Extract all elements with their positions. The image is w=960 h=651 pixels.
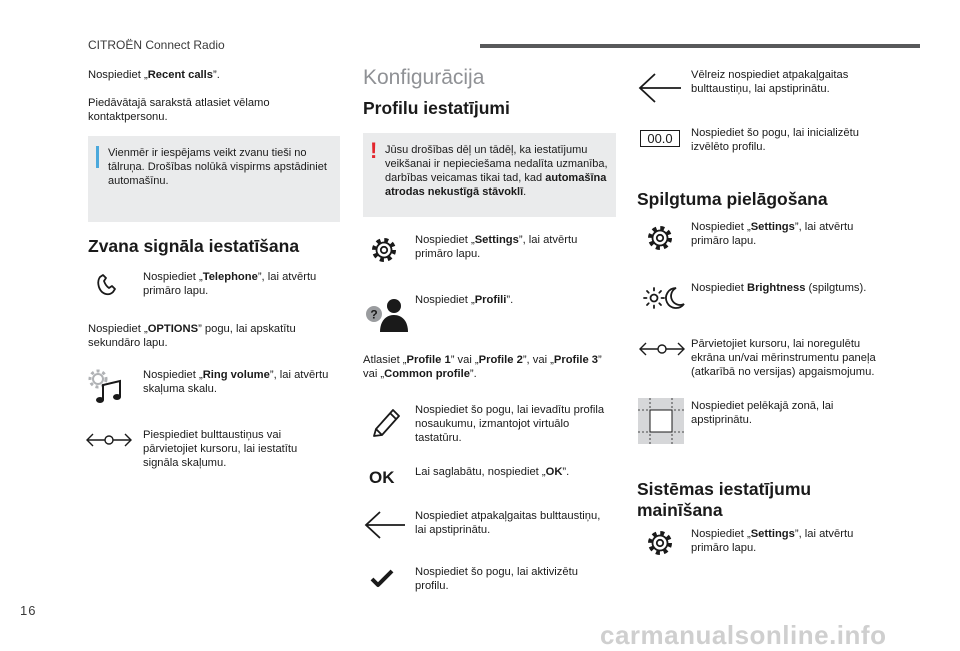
- info-note-text: Vienmēr ir iespējams veikt zvanu tieši no tālruņa. Drošības nolūkā vispirms apstādiniet automašīnu.: [108, 147, 327, 187]
- profiles-instruction: Nospiediet „Profili”.: [415, 294, 514, 306]
- save-instruction: Lai saglabātu, nospiediet „OK”.: [415, 466, 570, 478]
- profiles-heading: Profilu iestatījumi: [363, 98, 510, 118]
- gear-icon: [368, 234, 400, 266]
- gear-icon: [644, 222, 676, 254]
- ringtone-heading: Zvana signāla iestatīšana: [88, 236, 300, 256]
- back-confirm-text: Nospiediet atpakaļgaitas bulttaustiņu, lai apstiprinātu.: [415, 510, 601, 537]
- select-profile-text: Atlasiet „Profile 1” vai „Profile 2”, vai „Profile 3” vai „Common profile”.: [363, 354, 602, 381]
- warning-note-text: Jūsu drošības dēļ un tādēļ, ka iestatījumu veikšanai ir nepieciešama nedalīta uzmanība, darbības veicamas tikai tad, kad automašīna atrodas nekustīgā stāvoklī.: [385, 144, 608, 198]
- initialize-profile-text: Nospiediet šo pogu, lai inicializētu izvēlēto profilu.: [691, 127, 859, 154]
- brightness-icon: [642, 284, 686, 312]
- slider-icon: [639, 339, 685, 359]
- back-confirm-again-text: Vēlreiz nospiediet atpakaļgaitas bulttaustiņu, lai apstiprinātu.: [691, 69, 849, 96]
- activate-profile-text: Nospiediet šo pogu, lai aktivizētu profilu.: [415, 566, 578, 593]
- brightness-settings-instruction: Nospiediet „Settings”, lai atvērtu primāro lapu.: [691, 221, 854, 248]
- system-settings-heading: Sistēmas iestatījumu mainīšana: [637, 479, 812, 520]
- reset-button-icon: 00.0: [640, 130, 680, 147]
- running-header: CITROËN Connect Radio: [88, 38, 225, 52]
- info-bar-icon: [96, 146, 99, 168]
- checkmark-icon: [370, 568, 394, 588]
- ring-slider-text: Piespiediet bulttaustiņus vai pārvietojiet kursoru, lai iestatītu signāla skaļumu.: [143, 429, 298, 470]
- header-bar: [480, 44, 920, 48]
- gear-icon: [644, 527, 676, 559]
- system-settings-instruction: Nospiediet „Settings”, lai atvērtu primāro lapu.: [691, 528, 854, 555]
- watermark: carmanualsonline.info: [600, 620, 887, 650]
- warning-exclamation-icon: !: [370, 138, 378, 163]
- grey-zone-text: Nospiediet pelēkajā zonā, lai apstiprinātu.: [691, 400, 834, 427]
- recent-calls-instruction: Nospiediet „Recent calls”.: [88, 69, 220, 81]
- back-arrow-icon: [364, 510, 406, 540]
- phone-icon: [88, 270, 128, 298]
- section-title: Konfigurācija: [363, 66, 485, 89]
- pencil-icon: [368, 405, 402, 441]
- profile-icon: [364, 294, 408, 334]
- music-settings-icon: [88, 368, 128, 408]
- slider-icon: [86, 430, 132, 450]
- back-arrow-icon: [638, 72, 682, 104]
- ok-button-icon: OK: [369, 468, 395, 487]
- brightness-slider-text: Pārvietojiet kursoru, lai noregulētu ekrāna un/vai mērinstrumentu paneļa (atkarībā no versijas) apgaismojumu.: [691, 338, 876, 379]
- select-contact-text: Piedāvātajā sarakstā atlasiet vēlamo kontaktpersonu.: [88, 97, 270, 124]
- ring-volume-instruction: Nospiediet „Ring volume”, lai atvērtu skaļuma skalu.: [143, 369, 329, 396]
- page-number: 16: [20, 603, 37, 618]
- brightness-instruction: Nospiediet Brightness (spilgtums).: [691, 282, 867, 294]
- svg-text:?: ?: [370, 307, 378, 322]
- profile-name-text: Nospiediet šo pogu, lai ievadītu profila nosaukumu, izmantojot virtuālo tastatūru.: [415, 404, 605, 445]
- warning-note: [363, 133, 616, 217]
- telephone-instruction: Nospiediet „Telephone”, lai atvērtu primāro lapu.: [143, 271, 317, 298]
- settings-instruction: Nospiediet „Settings”, lai atvērtu primāro lapu.: [415, 234, 578, 261]
- info-note: [88, 136, 340, 222]
- options-instruction: Nospiediet „OPTIONS” pogu, lai apskatītu sekundāro lapu.: [88, 323, 296, 350]
- grey-zone-icon: [638, 398, 684, 444]
- brightness-heading: Spilgtuma pielāgošana: [637, 189, 828, 209]
